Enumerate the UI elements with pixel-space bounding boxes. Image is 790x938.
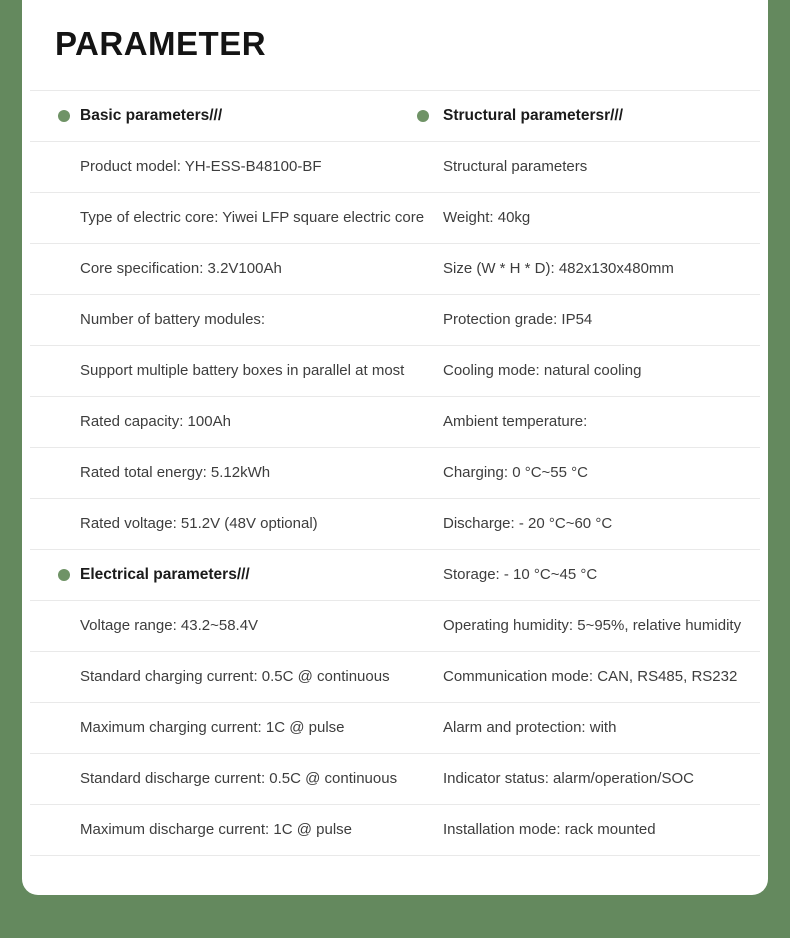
param-text: Support multiple battery boxes in parallel at most (80, 362, 405, 379)
param-text: Cooling mode: natural cooling (443, 362, 642, 379)
param-text: Standard charging current: 0.5C @ continuous (80, 668, 390, 685)
table-row (30, 601, 760, 652)
param-text: Ambient temperature: (443, 413, 588, 430)
section-header-label: Electrical parameters/// (80, 566, 250, 583)
bullet-icon (58, 110, 70, 122)
param-text: Rated capacity: 100Ah (80, 413, 231, 430)
param-text: Size (W * H * D): 482x130x480mm (443, 260, 674, 277)
param-text: Type of electric core: Yiwei LFP square electric core (80, 209, 425, 226)
param-cell (443, 193, 760, 243)
param-cell (30, 805, 443, 855)
table-row (30, 652, 760, 703)
param-text: Core specification: 3.2V100Ah (80, 260, 282, 277)
param-text: Voltage range: 43.2~58.4V (80, 617, 259, 634)
section-header-label: Basic parameters/// (80, 107, 223, 124)
param-cell (443, 346, 760, 396)
param-cell (30, 703, 443, 753)
param-cell (30, 448, 443, 498)
param-text: Installation mode: rack mounted (443, 821, 656, 838)
table-row (30, 754, 760, 805)
param-text: Operating humidity: 5~95%, relative humidity (443, 617, 742, 634)
param-text: Standard discharge current: 0.5C @ continuous (80, 770, 398, 787)
table-row (30, 805, 760, 856)
param-text: Number of battery modules: (80, 311, 266, 328)
bullet-icon (58, 569, 70, 581)
param-cell (30, 601, 443, 651)
param-cell (30, 295, 443, 345)
param-text: Indicator status: alarm/operation/SOC (443, 770, 694, 787)
param-text: Product model: YH-ESS-B48100-BF (80, 158, 322, 175)
param-text: Structural parameters (443, 158, 588, 175)
param-cell (30, 754, 443, 804)
param-cell (443, 142, 760, 192)
param-cell (30, 346, 443, 396)
title-block (30, 0, 760, 91)
param-cell (443, 295, 760, 345)
table-row (30, 244, 760, 295)
section-header-label: Structural parametersr/// (443, 107, 624, 124)
param-cell (443, 550, 760, 600)
param-cell (30, 244, 443, 294)
bullet-icon (417, 110, 429, 122)
param-cell (443, 448, 760, 498)
param-cell (30, 397, 443, 447)
param-cell (443, 244, 760, 294)
param-cell (443, 703, 760, 753)
param-text: Discharge: - 20 °C~60 °C (443, 515, 613, 532)
param-text: Maximum discharge current: 1C @ pulse (80, 821, 352, 838)
table-row (30, 295, 760, 346)
param-text: Maximum charging current: 1C @ pulse (80, 719, 345, 736)
param-text: Storage: - 10 °C~45 °C (443, 566, 598, 583)
param-text: Charging: 0 °C~55 °C (443, 464, 588, 481)
section-header-cell (443, 91, 760, 141)
table-row (30, 499, 760, 550)
section-header-cell (30, 91, 443, 141)
param-cell (443, 805, 760, 855)
table-row (30, 397, 760, 448)
param-text: Rated voltage: 51.2V (48V optional) (80, 515, 318, 532)
table-row (30, 550, 760, 601)
table-row (30, 448, 760, 499)
param-text: Alarm and protection: with (443, 719, 617, 736)
param-cell (30, 652, 443, 702)
table-row (30, 193, 760, 244)
page-title: PARAMETER (55, 25, 267, 62)
param-cell (443, 499, 760, 549)
param-cell (30, 499, 443, 549)
param-cell (443, 601, 760, 651)
parameter-table (30, 91, 760, 856)
param-cell (443, 397, 760, 447)
param-cell (30, 142, 443, 192)
param-text: Weight: 40kg (443, 209, 531, 226)
parameter-card (22, 0, 768, 895)
param-text: Rated total energy: 5.12kWh (80, 464, 271, 481)
table-row (30, 142, 760, 193)
table-row (30, 703, 760, 754)
param-cell (443, 754, 760, 804)
param-text: Communication mode: CAN, RS485, RS232 (443, 668, 738, 685)
param-text: Protection grade: IP54 (443, 311, 593, 328)
param-cell (30, 193, 443, 243)
table-row (30, 91, 760, 142)
section-header-cell (30, 550, 443, 600)
table-row (30, 346, 760, 397)
param-cell (443, 652, 760, 702)
